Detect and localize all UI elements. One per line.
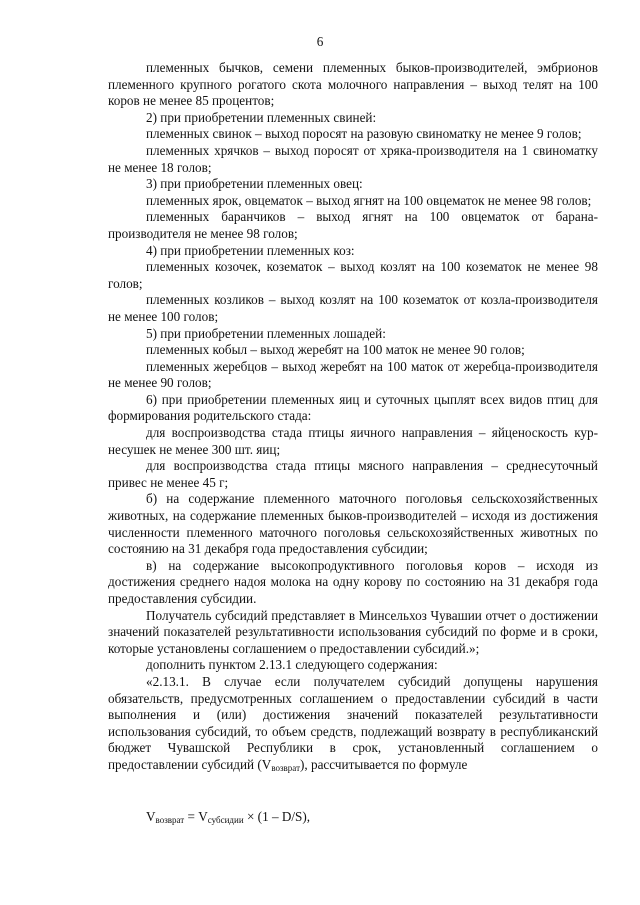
formula-sub-subsidy: субсидии — [207, 814, 244, 825]
paragraph: 5) при приобретении племенных лошадей: — [146, 325, 386, 341]
page-number: 6 — [316, 34, 324, 49]
paragraph: племенных козликов – выход козлят на 100 козематок от козла-производителя не менее 100 голов; — [108, 292, 598, 324]
formula-v: V — [146, 808, 156, 824]
document-body — [108, 60, 598, 828]
paragraph-2-13-1 — [108, 674, 598, 777]
paragraph: 3) при приобретении племенных овец: — [146, 176, 363, 192]
formula-sub-return: возврат — [155, 814, 185, 825]
paragraph: племенных козочек, козематок – выход козлят на 100 козематок не менее 98 голов; — [108, 259, 598, 291]
subscript: возврат — [271, 762, 300, 773]
paragraph: б) на содержание племенного маточного поголовья сельскохозяйственных животных, на содержание племенных быков-производителей – исходя из достижения численности племенного маточного поголовья сельскохозяйственных животных по состоянию на 31 декабря года предоставления субсидии; — [108, 491, 598, 557]
paragraph: племенных ярок, овцематок – выход ягнят на 100 овцематок не менее 98 голов; — [146, 192, 592, 208]
formula-eq: = V — [184, 808, 208, 824]
formula — [146, 809, 598, 829]
paragraph-text: «2.13.1. В случае если получателем субсидий допущены нарушения обязательств, предусмотренных соглашением о предоставлении субсидий в части выполнения и (или) достижения значений показателей результативности использования субсидий, то объем средств, подлежащий возврату в республиканский бюджет Чувашской Республики в срок, установленный соглашением о предоставлении субсидий (V — [108, 673, 598, 772]
paragraph: 6) при приобретении племенных яиц и суточных цыплят всех видов птиц для формирования родительского стада: — [108, 391, 598, 424]
paragraph: племенных свинок – выход поросят на разовую свиноматку не менее 9 голов; — [146, 126, 582, 142]
paragraph: для воспроизводства стада птицы яичного направления – яйценоскость кур-несушек не менее 300 шт. яиц; — [108, 425, 598, 457]
paragraph: племенных жеребцов – выход жеребят на 100 маток от жеребца-производителя не менее 90 голов; — [108, 358, 598, 391]
formula-rest: × (1 – D/S), — [243, 808, 311, 824]
paragraph: для воспроизводства стада птицы мясного направления – среднесуточный привес не менее 45 г; — [108, 458, 598, 490]
paragraph: племенных хрячков – выход поросят от хряка-производителя на 1 свиноматку не менее 18 голов; — [108, 142, 598, 175]
paragraph-text-end: ), рассчитывается по формуле — [300, 756, 468, 772]
paragraph: племенных бычков, семени племенных быков-производителей, эмбрионов племенного крупного рогатого скота молочного направления – выход телят на 100 коров не менее 85 процентов; — [108, 60, 598, 109]
paragraph: племенных баранчиков – выход ягнят на 100 овцематок от барана-производителя не менее 98 голов; — [108, 209, 598, 241]
paragraph: 4) при приобретении племенных коз: — [146, 242, 355, 258]
paragraph: племенных кобыл – выход жеребят на 100 маток не менее 90 голов; — [146, 342, 525, 358]
paragraph: 2) при приобретении племенных свиней: — [146, 109, 377, 125]
paragraph: Получатель субсидий представляет в Минсельхоз Чувашии отчет о достижении значений показателей результативности использования субсидий по форме и в сроки, которые установлены соглашением о предоставлении субсидий.»; — [108, 607, 598, 656]
paragraph: в) на содержание высокопродуктивного поголовья коров – исходя из достижения среднего надоя молока на одну корову по состоянию на 31 декабря года предоставления субсидии. — [108, 557, 598, 606]
paragraph: дополнить пунктом 2.13.1 следующего содержания: — [146, 657, 438, 673]
